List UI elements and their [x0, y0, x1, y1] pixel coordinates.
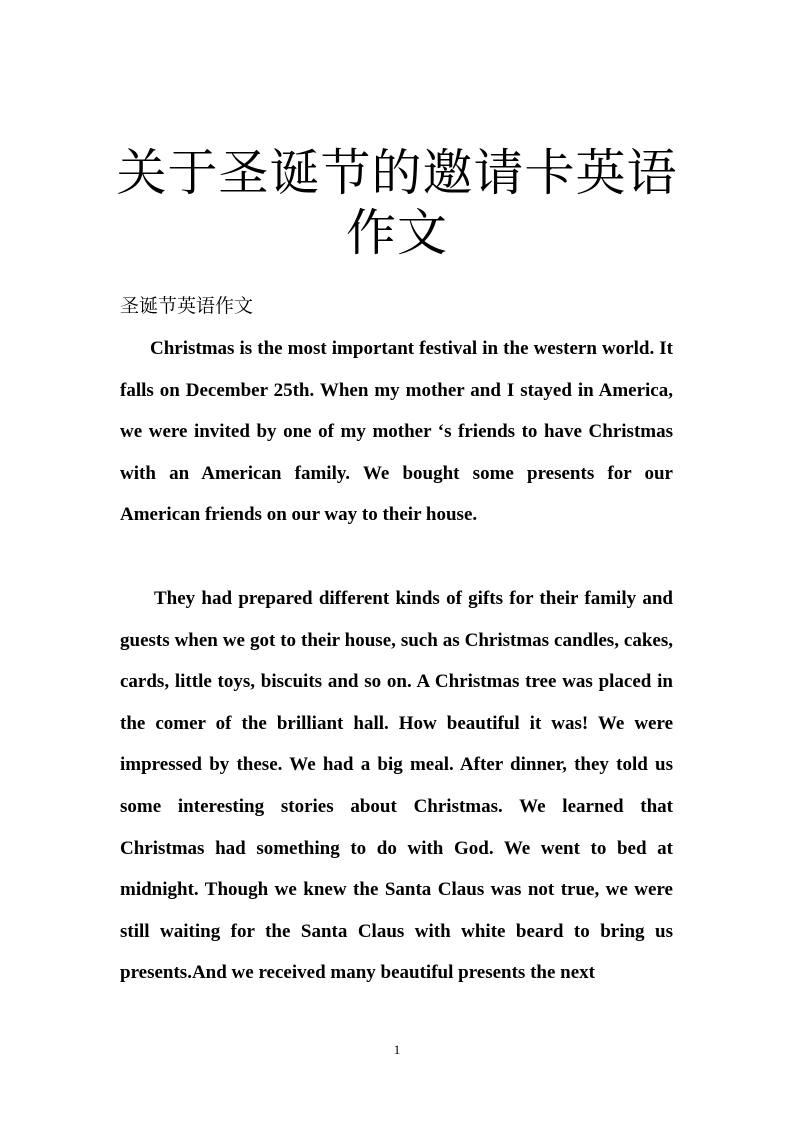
page-number: 1 [393, 1042, 401, 1057]
section-heading: 圣诞节英语作文 [120, 295, 254, 317]
body-paragraph-2: They had prepared different kinds of gifts for their family and guests when we got to their house, such as Christmas candles, cakes, cards, little toys, biscuits and so on. A Christmas tree was placed in the comer of the brilliant hall. How beautiful it was! We were impressed by these. We had a big meal. After dinner, they told us some interesting stories about Christmas. We learned that Christmas had something to do with God. We went to bed at midnight. Though we knew the Santa Claus was not true, we were still waiting for the Santa Claus with white beard to bring us presents.And we received many beautiful presents the next [120, 588, 673, 984]
body-paragraph-1: Christmas is the most important festival in the western world. It falls on December 25th. When my mother and I stayed in America, we were invited by one of my mother ‘s friends to have Christmas with an American family. We bought some presents for our American friends on our way to their house. [120, 338, 673, 526]
document-title-line-2: 作文 [346, 204, 448, 262]
document-title-line-1: 关于圣诞节的邀请卡英语 [116, 144, 678, 202]
